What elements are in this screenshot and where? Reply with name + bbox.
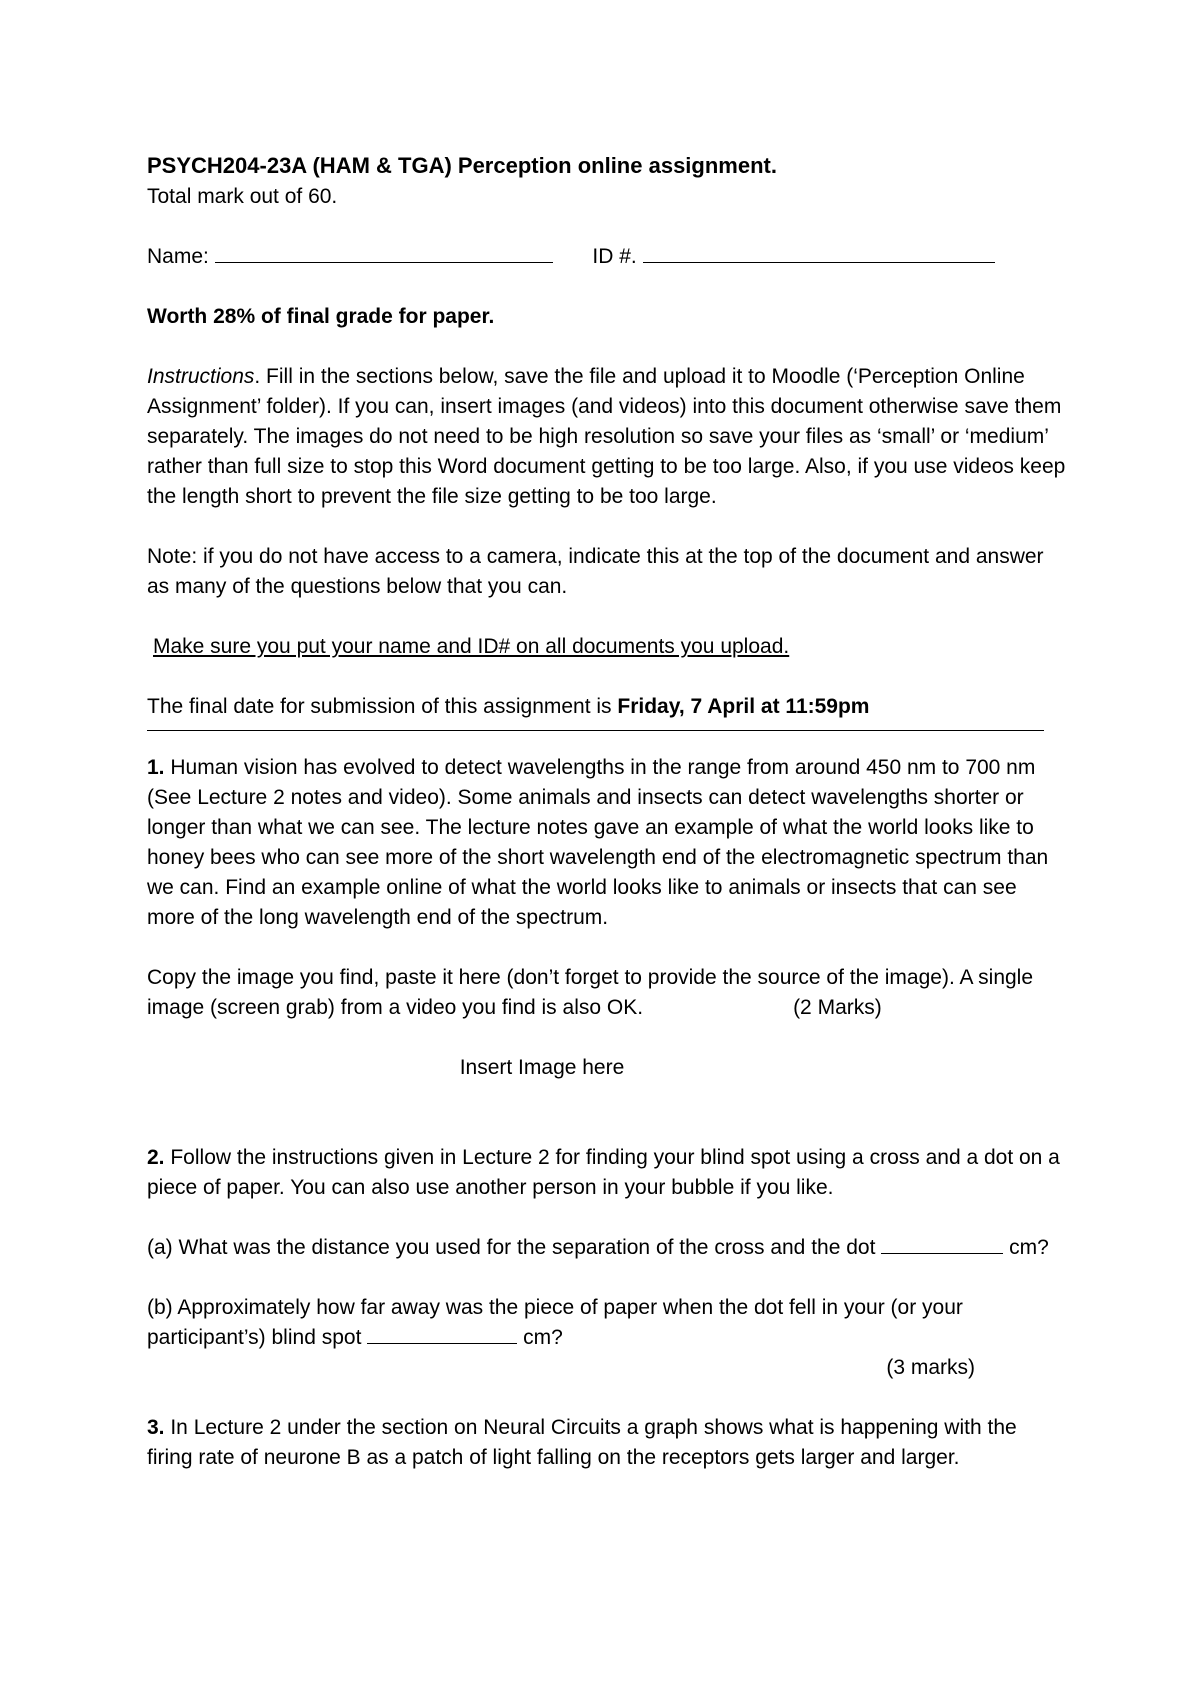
q2a-text: (a) What was the distance you used for the separation of the cross and the dot bbox=[147, 1236, 876, 1259]
q2-text: Follow the instructions given in Lecture 2 for finding your blind spot using a cross and a dot on a piece of paper. You can also use another person in your bubble if you like. bbox=[147, 1146, 1060, 1199]
worth-statement: Worth 28% of final grade for paper. bbox=[147, 305, 495, 328]
deadline-prefix: The final date for submission of this assignment is bbox=[147, 695, 618, 718]
instructions-text: . Fill in the sections below, save the file and upload it to Moodle (‘Perception Online Assignment’ folder). If you can, insert images (and videos) into this document otherwise save them separately. The images do not need to be high resolution so save your files as ‘small’ or ‘medium’ rather than full size to stop this Word document getting to be too large. Also, if you use videos keep the length short to prevent the file size getting to be too large. bbox=[147, 365, 1066, 508]
document-body bbox=[147, 150, 1067, 1473]
q2-marks: (3 marks) bbox=[886, 1356, 975, 1379]
question-3 bbox=[147, 1413, 1067, 1473]
name-label: Name: bbox=[147, 245, 209, 268]
q2a-answer-field[interactable] bbox=[881, 1233, 1003, 1254]
deadline-line bbox=[147, 692, 1067, 722]
q2-part-a bbox=[147, 1233, 1067, 1263]
q2a-unit: cm? bbox=[1009, 1236, 1049, 1259]
q1-text: Human vision has evolved to detect wavelengths in the range from around 450 nm to 700 nm (See Lecture 2 notes and video). Some animals and insects can detect wavelengths shorter or longer than what we can see. The lecture notes gave an example of what the world looks like to honey bees who can see more of the short wavelength end of the electromagnetic spectrum than we can. Find an example online of what the world looks like to animals or insects that can see more of the long wavelength end of the spectrum. bbox=[147, 756, 1049, 929]
q2b-unit: cm? bbox=[523, 1326, 563, 1349]
q2-part-b bbox=[147, 1293, 1067, 1353]
q1-number: 1. bbox=[147, 756, 165, 779]
name-field[interactable] bbox=[215, 242, 553, 263]
id-field[interactable] bbox=[643, 242, 995, 263]
q2b-answer-field[interactable] bbox=[367, 1323, 517, 1344]
q2-number: 2. bbox=[147, 1146, 165, 1169]
deadline-date: Friday, 7 April at 11:59pm bbox=[617, 695, 870, 718]
q1-marks: (2 Marks) bbox=[793, 996, 882, 1019]
question-1 bbox=[147, 753, 1067, 933]
insert-image-placeholder[interactable]: Insert Image here bbox=[459, 1056, 625, 1079]
q2b-text: (b) Approximately how far away was the piece of paper when the dot fell in your (or your participant’s) blind spot bbox=[147, 1296, 963, 1349]
q1-copy-paragraph bbox=[147, 963, 1067, 1023]
section-divider bbox=[147, 722, 1044, 731]
q3-number: 3. bbox=[147, 1416, 165, 1439]
instructions-lead: Instructions bbox=[147, 365, 255, 388]
id-label: ID #. bbox=[592, 245, 637, 268]
assignment-title: PSYCH204-23A (HAM & TGA) Perception online assignment. bbox=[147, 153, 777, 178]
instructions-paragraph bbox=[147, 362, 1067, 512]
total-mark: Total mark out of 60. bbox=[147, 185, 338, 208]
question-2 bbox=[147, 1143, 1067, 1203]
q3-text: In Lecture 2 under the section on Neural Circuits a graph shows what is happening with the firing rate of neurone B as a patch of light falling on the receptors gets larger and larger. bbox=[147, 1416, 1017, 1469]
name-id-line bbox=[147, 242, 1067, 272]
make-sure-text: Make sure you put your name and ID# on all documents you upload. bbox=[153, 635, 790, 658]
make-sure-line bbox=[147, 632, 1067, 662]
q1-copy-text: Copy the image you find, paste it here (don’t forget to provide the source of the image). A single image (screen grab) from a video you find is also OK. bbox=[147, 966, 1034, 1019]
note-paragraph: Note: if you do not have access to a camera, indicate this at the top of the document and answer as many of the questions below that you can. bbox=[147, 545, 1044, 598]
